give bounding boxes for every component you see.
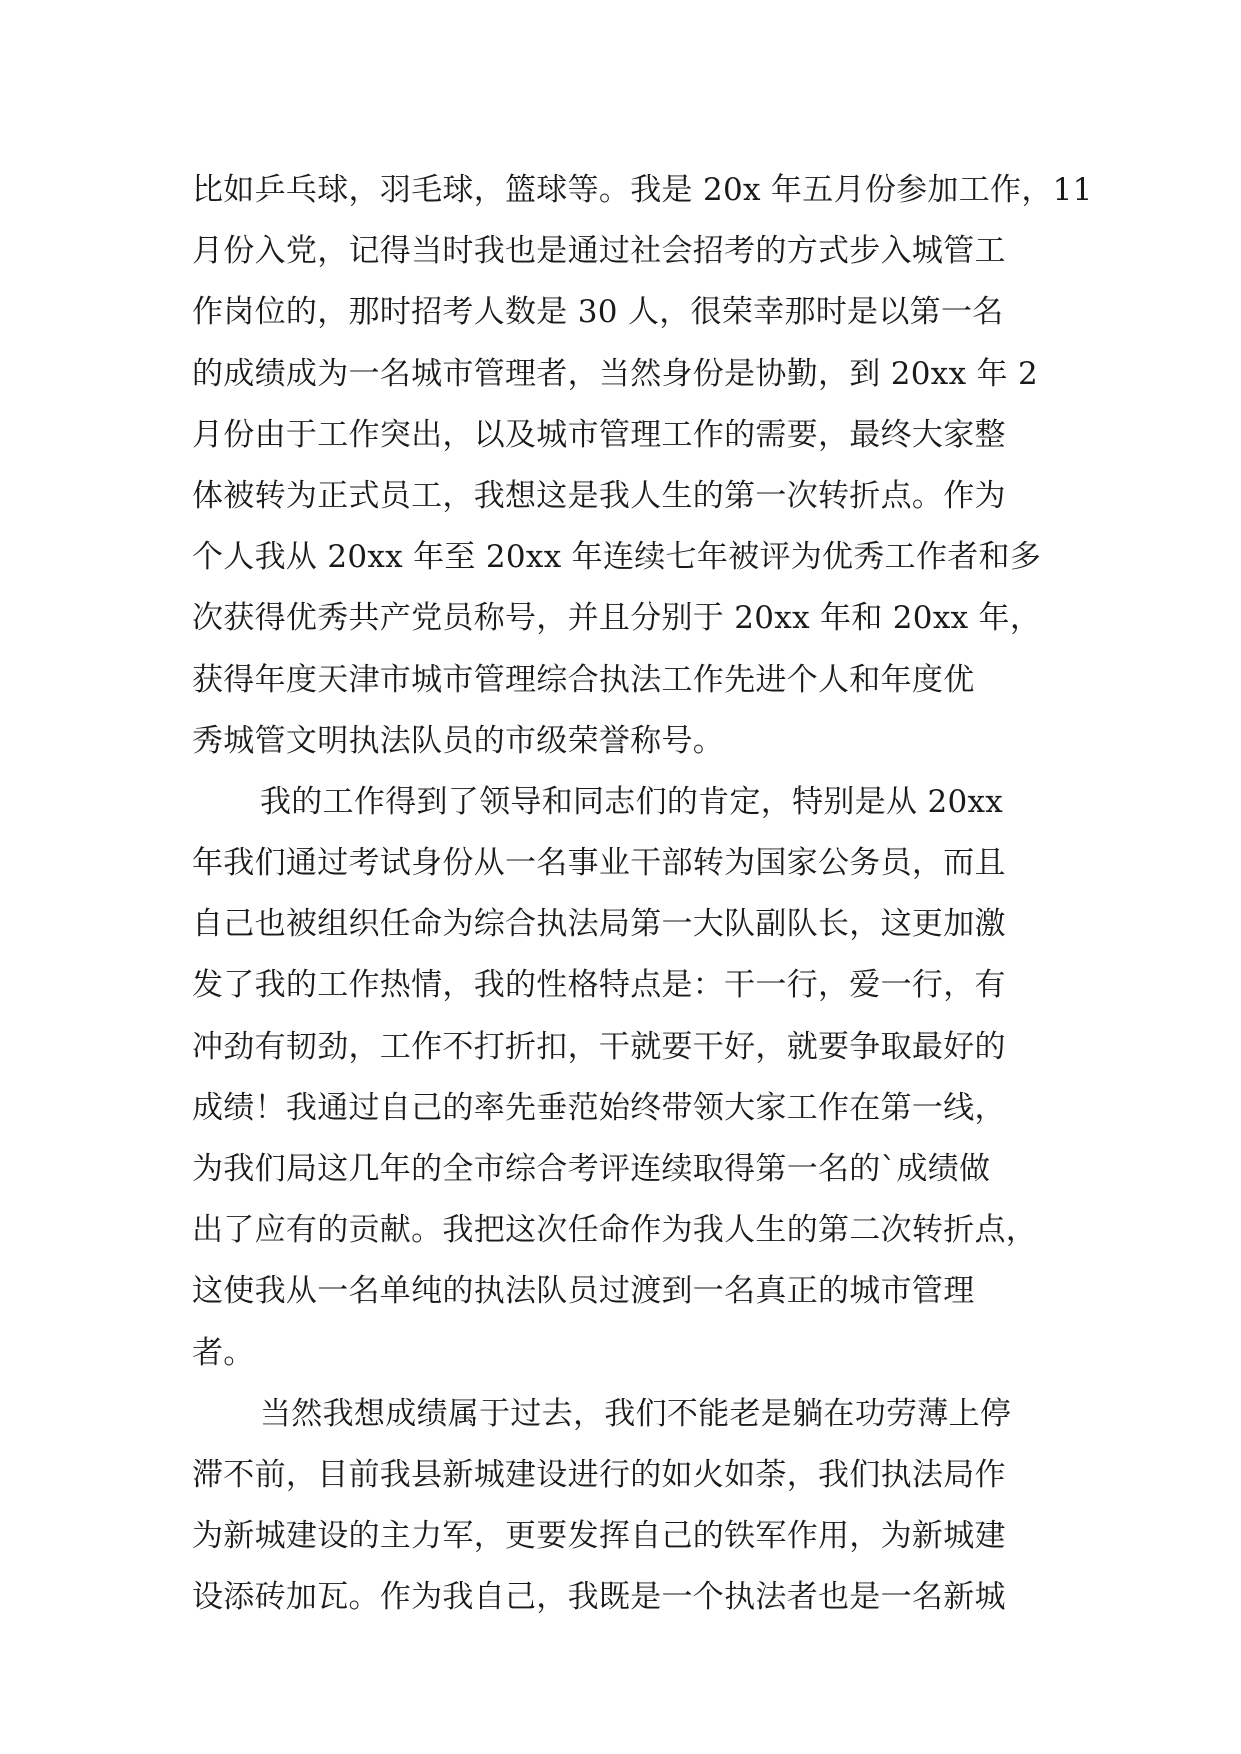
text-line: 作岗位的，那时招考人数是 30 人，很荣幸那时是以第一名: [192, 294, 1004, 331]
text-line: 这使我从一名单纯的执法队员过渡到一名真正的城市管理: [192, 1273, 975, 1310]
text-line: 者。: [192, 1334, 255, 1371]
text-line: 冲劲有韧劲，工作不打折扣，干就要干好，就要争取最好的: [192, 1028, 1006, 1065]
text-line: 自己也被组织任命为综合执法局第一大队副队长，这更加激: [192, 906, 1006, 943]
text-line: 出了应有的贡献。我把这次任命作为我人生的第二次转折点，: [192, 1212, 1038, 1249]
text-line: 的成绩成为一名城市管理者，当然身份是协勤，到 20xx 年 2: [192, 355, 1038, 392]
document-body: [192, 160, 1093, 1629]
text-line: 比如乒乓球，羽毛球，篮球等。我是 20x 年五月份参加工作，11: [192, 172, 1093, 208]
text-line: 个人我从 20xx 年至 20xx 年连续七年被评为优秀工作者和多: [192, 539, 1042, 576]
text-line: 发了我的工作热情，我的性格特点是：干一行，爱一行，有: [192, 967, 1006, 1004]
text-line: 滞不前，目前我县新城建设进行的如火如荼，我们执法局作: [192, 1456, 1006, 1493]
text-line: 月份入党，记得当时我也是通过社会招考的方式步入城管工: [192, 233, 1006, 270]
text-line: 为我们局这几年的全市综合考评连续取得第一名的`成绩做: [192, 1151, 991, 1187]
text-line: 获得年度天津市城市管理综合执法工作先进个人和年度优: [192, 661, 975, 698]
paragraph-2: [192, 772, 1052, 1384]
text-line: 设添砖加瓦。作为我自己，我既是一个执法者也是一名新城: [192, 1579, 1006, 1616]
text-line: 体被转为正式员工，我想这是我人生的第一次转折点。作为: [192, 477, 1006, 514]
text-line: 秀城管文明执法队员的市级荣誉称号。: [192, 722, 725, 759]
text-line: 月份由于工作突出，以及城市管理工作的需要，最终大家整: [192, 416, 1006, 453]
text-line: 我的工作得到了领导和同志们的肯定，特别是从 20xx: [260, 783, 1004, 820]
text-line: 当然我想成绩属于过去，我们不能老是躺在功劳薄上停: [260, 1395, 1012, 1432]
paragraph-3: [192, 1384, 1052, 1629]
text-line: 为新城建设的主力军，更要发挥自己的铁军作用，为新城建: [192, 1518, 1006, 1555]
text-line: 成绩！我通过自己的率先垂范始终带领大家工作在第一线，: [192, 1089, 1006, 1126]
text-line: 年我们通过考试身份从一名事业干部转为国家公务员，而且: [192, 845, 1006, 882]
paragraph-1: [192, 160, 1093, 772]
text-line: 次获得优秀共产党员称号，并且分别于 20xx 年和 20xx 年，: [192, 600, 1042, 637]
